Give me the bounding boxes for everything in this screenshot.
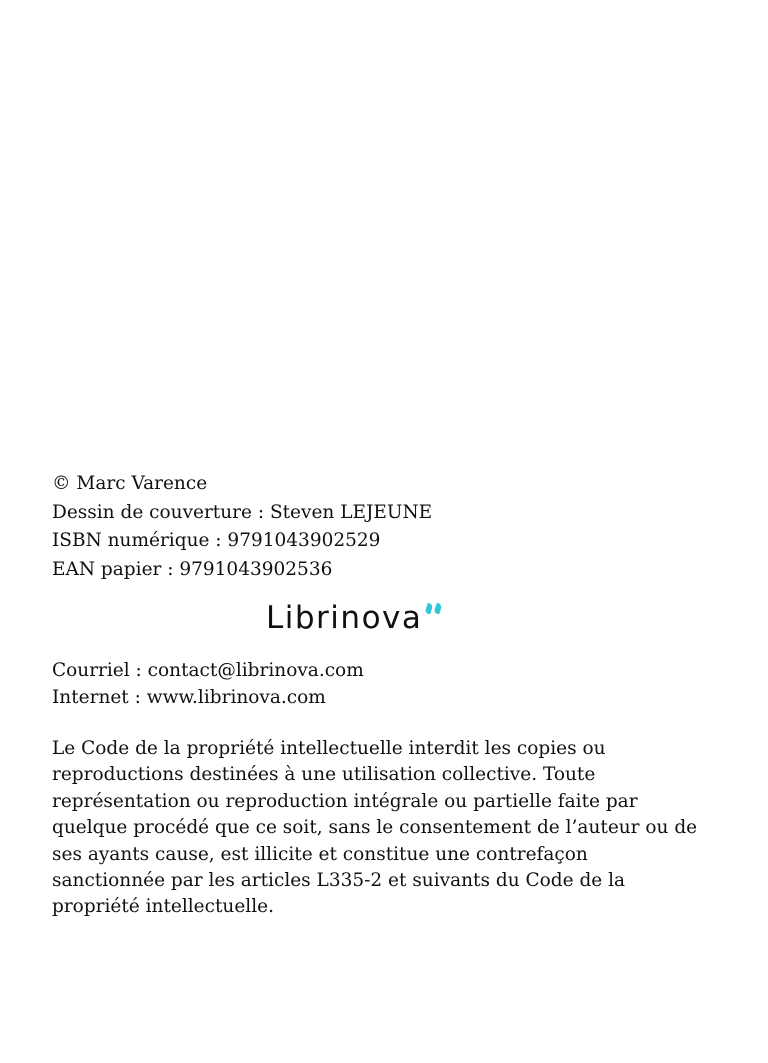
website-line: Internet : www.librinova.com [52, 686, 326, 708]
legal-line: quelque procédé que ce soit, sans le consentement de l’auteur ou de [52, 817, 698, 839]
legal-line: reproductions destinées à une utilisation collective. Toute [52, 764, 596, 786]
credits-block [52, 470, 712, 584]
legal-line: sanctionnée par les articles L335-2 et suivants du Code de la [52, 870, 626, 892]
contact-block [52, 658, 364, 711]
email-line: Courriel : contact@librinova.com [52, 660, 364, 681]
legal-line: ses ayants cause, est illicite et constitue une contrefaçon [52, 843, 588, 865]
publisher-logo [266, 596, 441, 640]
cover-credit-line: Dessin de couverture : Steven LEJEUNE [52, 501, 433, 523]
isbn-line: ISBN numérique : 9791043902529 [52, 530, 381, 551]
quote-mark-right [434, 603, 444, 614]
ean-line: EAN papier : 9791043902536 [52, 558, 333, 580]
legal-line: propriété intellectuelle. [52, 896, 274, 918]
logo-wordmark: Librinova [266, 600, 423, 636]
quote-mark-left [425, 603, 435, 614]
quote-mark-icon [426, 603, 441, 614]
legal-line: représentation ou reproduction intégrale ou partielle faite par [52, 790, 638, 812]
legal-line: Le Code de la propriété intellectuelle interdit les copies ou [52, 738, 606, 759]
legal-notice [52, 736, 732, 921]
copyright-line: © Marc Varence [52, 473, 208, 494]
